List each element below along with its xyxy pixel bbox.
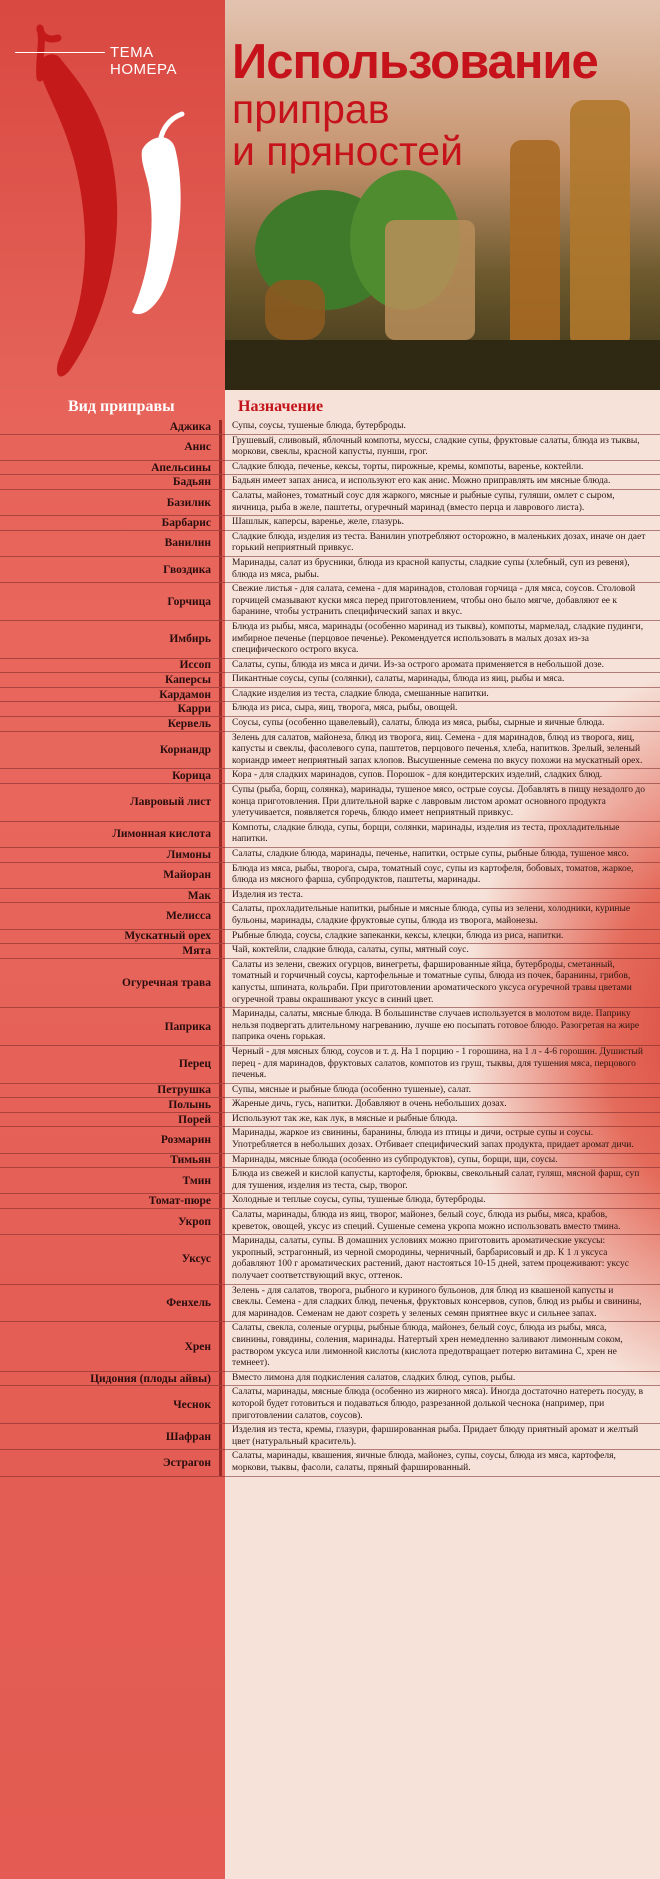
table-row xyxy=(0,903,660,929)
spice-purpose: Салаты, свекла, соленые огурцы, рыбные блюда, майонез, белый соус, блюда из рыбы, мяса, свинины, говядины, соления, маринады. Натертый хрен немедленно заливают лимонным соком, раствором уксуса или лимонной кислоты (кислота предотвращает потерю витамина С, хрен не темнеет). xyxy=(232,1323,623,1369)
spice-purpose: Маринады, жаркое из свинины, баранины, блюда из птицы и дичи, острые супы и соусы. Употребляется в небольших дозах. Отбивает специфический запах продукта, придает аромат дичи. xyxy=(232,1128,634,1151)
table-row xyxy=(0,702,660,717)
spice-purpose: Бадьян имеет запах аниса, и используют его как анис. Можно приправлять им мясные блюда. xyxy=(232,476,611,487)
table-row xyxy=(0,1194,660,1209)
spice-purpose: Зелень - для салатов, творога, рыбного и куриного бульонов, для блюд из квашеной капусты и свеклы. Семена - для сладких блюд, печенья, фруктовых консервов, супов, блюд из рыбы и свинины, для маринадов. Семенам не дают созреть у зеленых семян приятнее вкус и сильнее запах. xyxy=(232,1285,642,1319)
page-subtitle-line1: приправ xyxy=(232,86,390,132)
spice-purpose: Чай, коктейли, сладкие блюда, салаты, супы, мятный соус. xyxy=(232,945,469,956)
spice-name: Имбирь xyxy=(0,621,222,658)
spice-purpose: Супы, мясные и рыбные блюда (особенно тушеные), салат. xyxy=(232,1084,471,1095)
table-row xyxy=(0,1372,660,1387)
spice-purpose: Сладкие блюда, печенье, кексы, торты, пирожные, кремы, компоты, варенье, коктейли. xyxy=(232,461,584,472)
table-row xyxy=(0,531,660,557)
table-row xyxy=(0,490,660,516)
table-row xyxy=(0,673,660,688)
spice-purpose: Салаты, маринады, квашения, яичные блюда, майонез, супы, соусы, блюда из мяса, картофеля, моркови, тыквы, фасоли, салаты, пряный фаршированный. xyxy=(232,1451,616,1473)
table-row xyxy=(0,930,660,945)
spice-name: Аджика xyxy=(0,420,222,434)
spice-purpose: Салаты, маринады, блюда из яиц, творог, майонез, белый соус, блюда из рыбы, мяса, крабов, креветок, овощей, уксус из специй. Сушеные семена укропа можно использовать вместо тмина. xyxy=(232,1210,621,1232)
spice-name: Анис xyxy=(0,435,222,460)
table-row xyxy=(0,516,660,531)
spice-name: Кервель xyxy=(0,717,222,731)
spice-name: Майоран xyxy=(0,863,222,888)
spice-name: Паприка xyxy=(0,1008,222,1045)
spice-name: Бадьян xyxy=(0,475,222,489)
table-row xyxy=(0,822,660,848)
spice-purpose: Салаты, майонез, томатный соус для жаркого, мясные и рыбные супы, гуляши, омлет с сыром, яичница, рыба в желе, паштеты, огуречный маринад (вместо перца и лаврового листа). xyxy=(232,490,615,513)
spice-name: Кардамон xyxy=(0,688,222,702)
spice-purpose: Рыбные блюда, соусы, сладкие запеканки, кексы, клецки, блюда из риса, напитки. xyxy=(232,930,564,941)
table-row xyxy=(0,1046,660,1084)
table-row xyxy=(0,475,660,490)
table-row xyxy=(0,717,660,732)
spice-purpose: Используют так же, как лук, в мясные и рыбные блюда. xyxy=(232,1113,458,1124)
spice-purpose: Салаты, супы, блюда из мяса и дичи. Из-за острого аромата применяется в небольшой дозе. xyxy=(232,659,604,670)
spice-name: Чеснок xyxy=(0,1386,222,1423)
spice-name: Цидония (плоды айвы) xyxy=(0,1372,222,1386)
spice-purpose: Зелень для салатов, майонеза, блюд из творога, яиц. Семена - для маринадов, блюд из творога, яиц, капусты и свеклы, фасолевого супа, паштетов, перцового печенья, хлеба, напитков. Зрелый, зеленый кориандр имеет неприятный запах клопов. Высушенные семена по вкусу похожи на мускатный орех. xyxy=(232,732,643,766)
spice-purpose: Изделия из теста, кремы, глазури, фаршированная рыба. Придает блюду приятный аромат и желтый цвет (натуральный краситель). xyxy=(232,1425,639,1447)
spice-name: Барбарис xyxy=(0,516,222,530)
spice-name: Порей xyxy=(0,1113,222,1127)
table-row xyxy=(0,863,660,889)
spice-name: Апельсины xyxy=(0,461,222,475)
table-row xyxy=(0,1450,660,1476)
spice-name: Мята xyxy=(0,944,222,958)
spice-purpose: Маринады, салат из брусники, блюда из красной капусты, сладкие супы (хлебный, суп из ревеня), блюда из мяса, рыбы. xyxy=(232,557,630,580)
table-row xyxy=(0,583,660,621)
spice-name: Петрушка xyxy=(0,1084,222,1098)
spice-name: Лавровый лист xyxy=(0,784,222,821)
spice-purpose: Соусы, супы (особенно щавелевый), салаты, блюда из мяса, рыбы, сырные и яичные блюда. xyxy=(232,718,605,729)
table-row xyxy=(0,1127,660,1153)
spice-name: Полынь xyxy=(0,1098,222,1112)
table-row xyxy=(0,1424,660,1450)
spice-name: Огуречная трава xyxy=(0,959,222,1007)
spice-name: Каперсы xyxy=(0,673,222,687)
spice-purpose: Черный - для мясных блюд, соусов и т. д. На 1 порцию - 1 горошина, на 1 л - 4-6 горошин. Душистый перец - для маринадов, фруктовых салатов, компотов из груш, тыквы, для тушения мяса, перцового печенья. xyxy=(232,1046,643,1081)
spice-purpose: Супы, соусы, тушеные блюда, бутерброды. xyxy=(232,421,406,431)
spice-name: Мускатный орех xyxy=(0,930,222,944)
spice-name: Базилик xyxy=(0,490,222,515)
table-header xyxy=(0,398,660,420)
spice-purpose: Сладкие изделия из теста, сладкие блюда, смешанные напитки. xyxy=(232,688,489,699)
spice-name: Перец xyxy=(0,1046,222,1083)
header-left-panel xyxy=(0,0,225,390)
table-row xyxy=(0,959,660,1008)
spice-purpose: Компоты, сладкие блюда, супы, борщи, солянки, маринады, изделия из теста, прохладительные напитки. xyxy=(232,822,620,845)
spice-purpose: Салаты, прохладительные напитки, рыбные и мясные блюда, супы из зелени, холодники, куриные бульоны, маринады, сладкие фруктовые супы, блюда из творога, майонезы. xyxy=(232,904,631,926)
table-row xyxy=(0,1098,660,1113)
spice-purpose: Жареные дичь, гусь, напитки. Добавляют в очень небольших дозах. xyxy=(232,1099,507,1110)
table-row xyxy=(0,784,660,822)
spice-purpose: Кора - для сладких маринадов, супов. Порошок - для кондитерских изделий, сладких блюд. xyxy=(232,770,603,781)
spice-purpose: Маринады, салаты, мясные блюда. В большинстве случаев используется в молотом виде. Паприку нельзя подвергать длительному нагреванию, лучше ею посыпать готовое блюдо. Разогретая на жире паприка очень горькая. xyxy=(232,1009,640,1043)
spice-name: Томат-пюре xyxy=(0,1194,222,1208)
table-row xyxy=(0,461,660,476)
spice-name: Карри xyxy=(0,702,222,716)
table-row xyxy=(0,688,660,703)
table-row xyxy=(0,944,660,959)
spice-name: Ванилин xyxy=(0,531,222,556)
spice-name: Гвоздика xyxy=(0,557,222,582)
table-row xyxy=(0,848,660,863)
table-row xyxy=(0,1322,660,1371)
spice-name: Иссоп xyxy=(0,659,222,673)
table-row xyxy=(0,1154,660,1169)
spice-purpose: Вместо лимона для подкисления салатов, сладких блюд, супов, рыбы. xyxy=(232,1372,516,1383)
spice-name: Лимонная кислота xyxy=(0,822,222,847)
table-row xyxy=(0,889,660,904)
spice-purpose: Блюда из рыбы, мяса, маринады (особенно маринад из тыквы), компоты, мармелад, сладкие пудинги, имбирное печенье (перцовое печенье). Рекомендуется использовать в малых дозах из-за специфического острого вкуса. xyxy=(232,621,644,656)
spice-name: Корица xyxy=(0,769,222,783)
spice-purpose: Холодные и теплые соусы, супы, тушеные блюда, бутерброды. xyxy=(232,1195,486,1206)
spice-purpose: Супы (рыба, борщ, солянка), маринады, тушеное мясо, острые соусы. Добавлять в пищу незадолго до конца приготовления. При длительной варке с лавровым листом аромат основного продукта улетучивается, появляется горечь, блюдо имеет неприятный привкус. xyxy=(232,785,645,819)
table-row xyxy=(0,435,660,461)
spice-name: Уксус xyxy=(0,1235,222,1283)
spice-purpose: Грушевый, сливовый, яблочный компоты, муссы, сладкие супы, фруктовые салаты, блюда из тыквы, моркови, свеклы, красной капусты, пунши, грог. xyxy=(232,435,640,458)
spice-purpose: Свежие листья - для салата, семена - для маринадов, столовая горчица - для мяса, соусов. Столовой горчицей смазывают куски мяса перед приготовлением, чтобы оно было мягче, добавляют ее к баранине, чтобы устранить специфический запах и вкус. xyxy=(232,584,636,618)
spice-purpose: Салаты из зелени, свежих огурцов, винегреты, фаршированные яйца, бутерброды, сметанный, томатный и горчичный соусы, картофельные и томатные супы, блюда из почек, баранины, грибов, капусты, шпината, кольраби. При приготовлении ароматического уксуса огуречной травы цветами огуречной травы окрашивают уксус в синий цвет. xyxy=(232,959,632,1005)
spice-purpose: Маринады, салаты, супы. В домашних условиях можно приготовить ароматические уксусы: укропный, эстрагонный, из черной смородины, черничный, барбарисовый и др. К 1 л уксуса добавляют 100 г ароматических растений, дают настояться 10-15 дней, затем процеживают: уксус получает соответствующий вкус, оттенок. xyxy=(232,1236,629,1281)
table-row xyxy=(0,1008,660,1046)
page-title: Использование xyxy=(232,35,598,89)
spice-name: Тимьян xyxy=(0,1154,222,1168)
spice-name: Укроп xyxy=(0,1209,222,1234)
table-row xyxy=(0,659,660,674)
table-row xyxy=(0,1285,660,1323)
spice-purpose: Сладкие блюда, изделия из теста. Ванилин употребляют осторожно, в маленьких дозах, иначе он дает горький неприятный привкус. xyxy=(232,531,646,554)
table-row xyxy=(0,1113,660,1128)
spice-name: Эстрагон xyxy=(0,1450,222,1475)
spice-purpose: Салаты, сладкие блюда, маринады, печенье, напитки, острые супы, рыбные блюда, тушеное мясо. xyxy=(232,849,629,859)
table-row xyxy=(0,1168,660,1194)
spice-purpose: Маринады, мясные блюда (особенно из субпродуктов), супы, борщи, щи, соусы. xyxy=(232,1154,558,1165)
spice-name: Шафран xyxy=(0,1424,222,1449)
spice-name: Мак xyxy=(0,889,222,903)
spice-name: Фенхель xyxy=(0,1285,222,1322)
column-header-purpose: Назначение xyxy=(238,398,324,415)
column-header-type: Вид приправы xyxy=(68,398,175,415)
table-row xyxy=(0,769,660,784)
spice-purpose: Шашлык, каперсы, варенье, желе, глазурь. xyxy=(232,517,404,528)
spice-name: Кориандр xyxy=(0,732,222,769)
spice-purpose: Блюда из мяса, рыбы, творога, сыра, томатный соус, супы из картофеля, бобовых, томатов, жаркое, блюда из мясного фарша, субпродуктов, паштеты, маринады. xyxy=(232,863,634,886)
spice-name: Розмарин xyxy=(0,1127,222,1152)
spice-purpose: Изделия из теста. xyxy=(232,889,303,900)
spice-table xyxy=(0,420,660,1477)
table-row xyxy=(0,732,660,770)
table-row xyxy=(0,557,660,583)
page-subtitle-line2: и пряностей xyxy=(232,128,464,174)
spice-purpose: Пикантные соусы, супы (солянки), салаты, маринады, блюда из яиц, рыбы и мяса. xyxy=(232,674,565,685)
table-row xyxy=(0,1084,660,1099)
spice-name: Хрен xyxy=(0,1322,222,1370)
spice-name: Горчица xyxy=(0,583,222,620)
spice-purpose: Салаты, маринады, мясные блюда (особенно из жирного мяса). Иногда достаточно натереть посуду, в которой будет готовиться и подаваться блюдо, разрезанной долькой чеснока (например, при приготовлении салатов, соусов). xyxy=(232,1387,644,1421)
table-row xyxy=(0,1235,660,1284)
spice-name: Лимоны xyxy=(0,848,222,862)
issue-label: ТЕМА НОМЕРА xyxy=(110,44,178,78)
table-row xyxy=(0,1386,660,1424)
spice-name: Мелисса xyxy=(0,903,222,928)
spice-name: Тмин xyxy=(0,1168,222,1193)
spice-purpose: Блюда из свежей и кислой капусты, картофеля, брюквы, свекольный салат, гуляш, мясной фарш, суп для тушения, изделия из теста, сыр, творог. xyxy=(232,1169,640,1191)
spice-purpose: Блюда из риса, сыра, яиц, творога, мяса, рыбы, овощей. xyxy=(232,703,458,714)
table-row xyxy=(0,420,660,435)
table-row xyxy=(0,1209,660,1235)
issue-divider xyxy=(15,52,105,53)
table-row xyxy=(0,621,660,659)
